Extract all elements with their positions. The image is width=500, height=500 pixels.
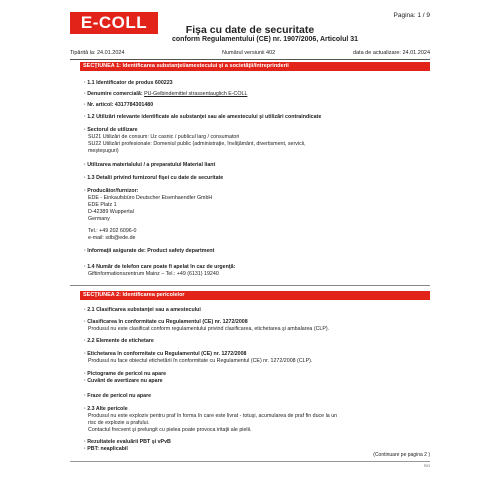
other-hazards-line3: Contactul frecvent şi prelungit cu pielea poate provoca iritaţii ale pielii. [88,427,252,433]
pbt-value: · PBT: neaplicabil [84,446,128,452]
su22-line: SU22 Utilizări profesionale: Domeniul public (administraţie, învăţământ, divertisment, servicii, [88,141,306,147]
supplier-name: EDE - Einkaufsbüro Deutscher Eisenhaendler GmbH [88,195,213,201]
footer-rule [70,461,430,462]
info-provider: · Informaţii asigurate de: Product safety department [84,248,215,254]
labelling-text: Produsul nu face obiectul etichetării în conformitate cu Regulamentul (CE) nr. 1272/2008 (CLP). [88,358,313,364]
signal-word: · Cuvânt de avertizare nu apare [84,378,163,384]
emergency-number: Giftinformationszentrum Mainz – Tel.: +49 (6131) 19240 [88,271,219,277]
page-number: Pagina: 1 / 9 [393,12,430,19]
other-hazards-title: · 2.3 Alte pericole [84,406,128,412]
other-hazards-line2: risc de explozie a prafului. [88,420,150,426]
pictograms: · Pictograme de pericol nu apare [84,371,167,377]
sector-title: · Sectorul de utilizare [84,127,138,133]
document-title: Fişa cu date de securitate [185,24,315,36]
identified-uses: · 1.2 Utilizări relevante identificate ale substanţei sau ale amestecului şi utilizări contraindicate [84,114,322,120]
version-number: Numărul versiunii 402 [222,50,276,56]
supplier-phone: Tel.: +49 202 6096-0 [88,228,137,234]
print-date: Tipărită la: 24.01.2024 [70,50,125,56]
ecoll-logo: E-COLL [70,12,158,34]
other-hazards-line1: Produsul nu este exploziv pentru praf în forma în care este livrat - totuşi, acumularea de praf fin duce la un [88,413,338,419]
section1-end-rule [70,285,430,286]
supplier-country: Germany [88,216,110,222]
su21-line: SU21 Utilizări de consum: Uz casnic / publicul larg / consumatori [88,134,240,140]
update-date: data de actualizare: 24.01.2024 [352,50,430,56]
article-number: · Nr. articol: 4317784301480 [84,102,154,108]
supplier-city: D-42389 Wuppertal [88,209,134,215]
material-usage: · Utilizarea materialului / a preparatului Material liant [84,162,216,168]
header-rule [70,59,430,60]
section1-heading: SECŢIUNEA 1: Identificarea substanţei/amestecului şi a societăţii/întreprinderii [80,62,430,71]
continued-note: (Continuare pe pagina 2 ) [373,452,430,458]
su22-line-cont: meşteşuguri) [88,148,119,154]
supplier-street: EDE Platz 1 [88,202,117,208]
label-elements: · 2.2 Elemente de etichetare [84,338,154,344]
supplier-details: · 1.3 Detalii privind furnizorul fişei cu date de securitate [84,175,224,181]
document-subtitle: conform Regulamentului (CE) nr. 1907/2006, Articolul 31 [172,36,359,43]
product-identifier: · 1.1 Identificator de produs 600223 [84,80,173,86]
section2-heading: SECŢIUNEA 2: Identificarea pericolelor [80,291,430,300]
supplier-title: · Producător/furnizor: [84,188,139,194]
trade-name: · Denumire comercială: PU-Gelbindemittel strassentauglich E-COLL [84,91,248,97]
classification: · 2.1 Clasificarea substanţei sau a amestecului [84,307,201,313]
pbt-title: · Rezultatele evaluării PBT şi vPvB [84,439,171,445]
hazard-phrases: · Fraze de pericol nu apare [84,393,152,399]
supplier-email: e-mail: sdb@ede.de [88,235,136,241]
clp-title: · Clasificarea în conformitate cu Regulamentul (CE) nr. 1272/2008 [84,319,248,325]
labelling-title: · Etichetarea în conformitate cu Regulamentul (CE) nr. 1272/2008 [84,351,247,357]
emergency-title: · 1.4 Număr de telefon care poate fi apelat în caz de urgenţă: [84,264,236,270]
clp-text: Produsul nu este clasificat conform regulamentului privind clasificarea, etichetarea şi ambalarea (CLP). [88,326,330,332]
language-code: RO [424,463,430,468]
